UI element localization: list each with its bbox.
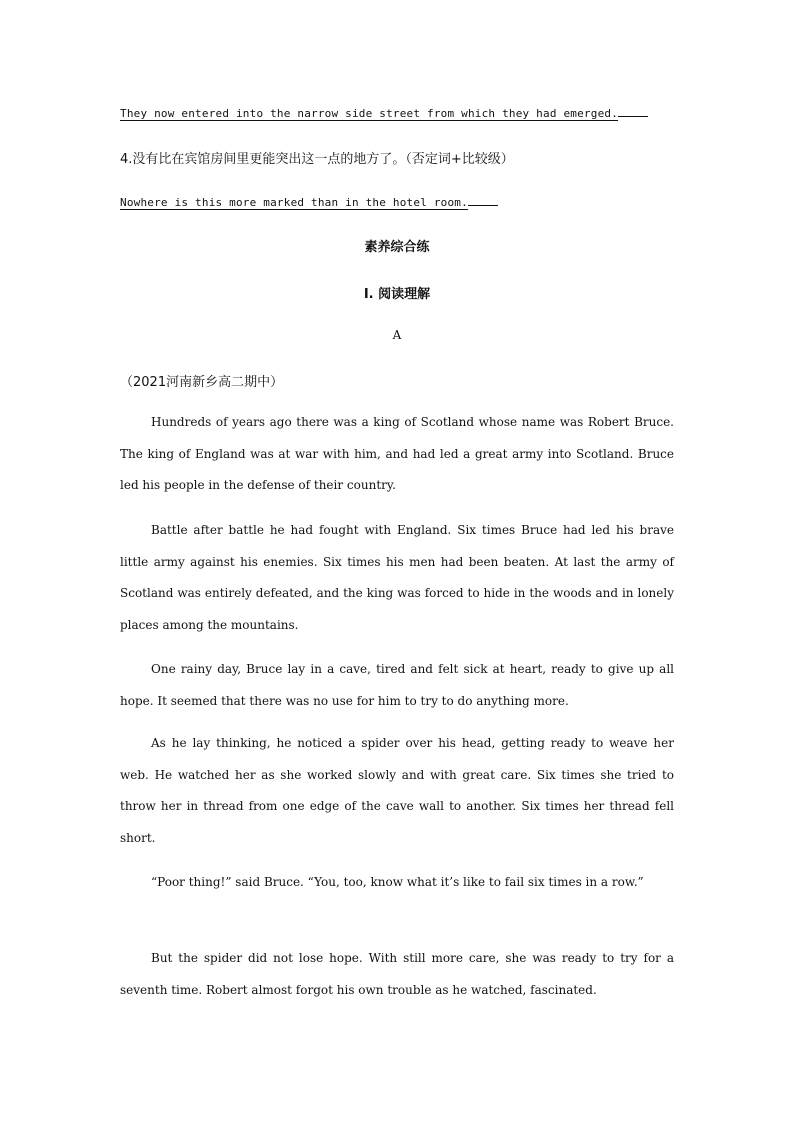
passage-paragraph-4: As he lay thinking, he noticed a spider over his head, getting ready to weave her web. He watched her as she worked slowly and with great care. Six times she tried to throw her in thread from one edge of the cave wall to another. Six times her thread fell short. [120,736,674,845]
answer-blank-underline [618,106,648,117]
answer-blank-underline [468,195,498,206]
answer-sentence-4-text: Nowhere is this more marked than in the hotel room. [120,196,468,209]
passage-paragraph-1: Hundreds of years ago there was a king of Scotland whose name was Robert Bruce. The king of England was at war with him, and had led a great army into Scotland. Bruce led his people in the defense of their country. [120,415,674,492]
passage-label: A [392,328,402,342]
passage-paragraph-3: One rainy day, Bruce lay in a cave, tired and felt sick at heart, ready to give up all hope. It seemed that there was no use for him to try to do anything more. [120,662,674,708]
answer-sentence-3-text: They now entered into the narrow side street from which they had emerged. [120,107,619,120]
question-4-prompt: 4.没有比在宾馆房间里更能突出这一点的地方了。（否定词+比较级） [120,152,514,167]
answer-sentence-3 [120,106,648,120]
section-subtitle: Ⅰ. 阅读理解 [363,287,431,302]
section-title: 素养综合练 [364,240,430,255]
passage-source: （2021河南新乡高二期中） [120,375,284,390]
passage-paragraph-2: Battle after battle he had fought with England. Six times Bruce had led his brave little army against his enemies. Six times his men had been beaten. At last the army of Scotland was entirely defeated, and the king was forced to hide in the woods and in lonely places among the mountains. [120,523,674,632]
passage-paragraph-5: “Poor thing!” said Bruce. “You, too, know what it’s like to fail six times in a row.” [151,875,644,889]
answer-sentence-4 [120,195,498,209]
passage-paragraph-6: But the spider did not lose hope. With still more care, she was ready to try for a seventh time. Robert almost forgot his own trouble as he watched, fascinated. [120,951,674,997]
